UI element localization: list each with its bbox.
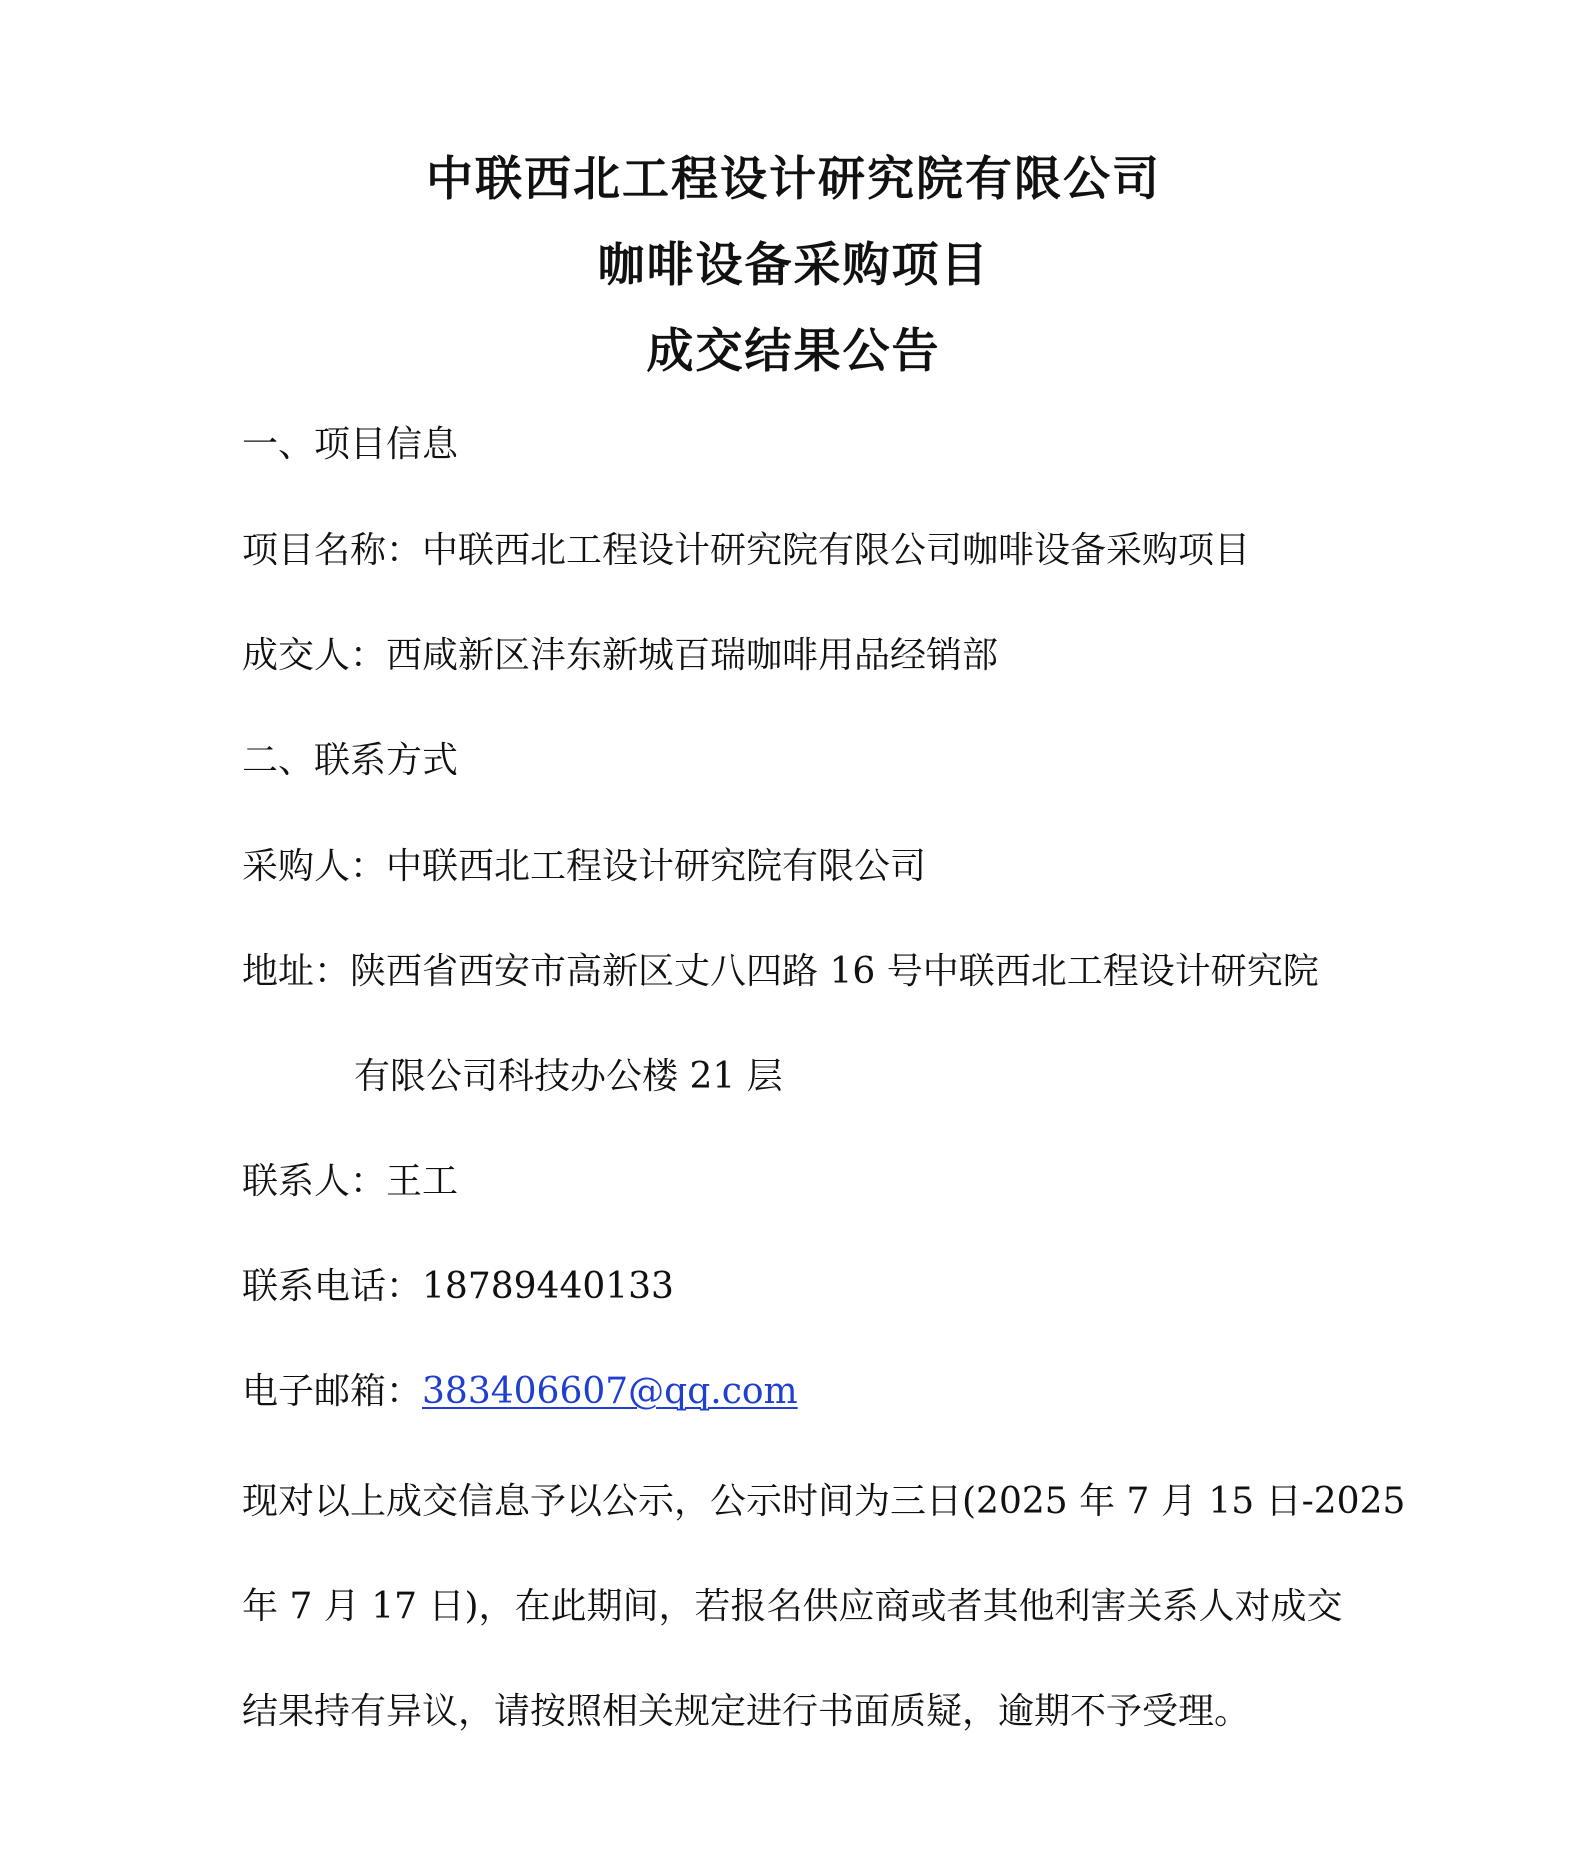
phone-value: 18789440133 [422,1266,674,1307]
section-heading-project-info: 一、项目信息 [242,424,459,465]
phone-label: 联系电话： [242,1266,423,1307]
email-row [242,1368,798,1416]
title-announcement: 成交结果公告 [646,324,941,379]
section-heading-contact: 二、联系方式 [242,740,459,781]
contact-label: 联系人： [242,1161,387,1202]
notice-line-2: 年 7 月 17 日)，在此期间，若报名供应商或者其他利害关系人对成交 [242,1586,1343,1627]
winner-row [242,632,998,680]
phone-row [242,1263,674,1311]
project-name-row [242,527,1250,575]
notice-line-3: 结果持有异议，请按照相关规定进行书面质疑，逾期不予受理。 [242,1691,1251,1732]
project-name-label: 项目名称： [242,530,423,571]
address-value-line1: 陕西省西安市高新区丈八四路 16 号中联西北工程设计研究院 [350,951,1319,992]
contact-value: 王工 [386,1161,459,1202]
email-link[interactable]: 383406607@qq.com [422,1371,798,1412]
contact-row [242,1158,458,1206]
purchaser-row [242,843,926,891]
winner-label: 成交人： [242,635,387,676]
project-name-value: 中联西北工程设计研究院有限公司咖啡设备采购项目 [422,530,1251,571]
address-row [242,948,1319,996]
winner-value: 西咸新区沣东新城百瑞咖啡用品经销部 [386,635,999,676]
email-label: 电子邮箱： [242,1371,423,1412]
title-company: 中联西北工程设计研究院有限公司 [426,152,1161,207]
purchaser-value: 中联西北工程设计研究院有限公司 [386,846,927,887]
notice-line-1: 现对以上成交信息予以公示，公示时间为三日(2025 年 7 月 15 日-2025 [242,1481,1406,1522]
address-value-line2: 有限公司科技办公楼 21 层 [354,1056,783,1097]
address-label: 地址： [242,951,351,992]
purchaser-label: 采购人： [242,846,387,887]
title-project: 咖啡设备采购项目 [597,238,990,293]
